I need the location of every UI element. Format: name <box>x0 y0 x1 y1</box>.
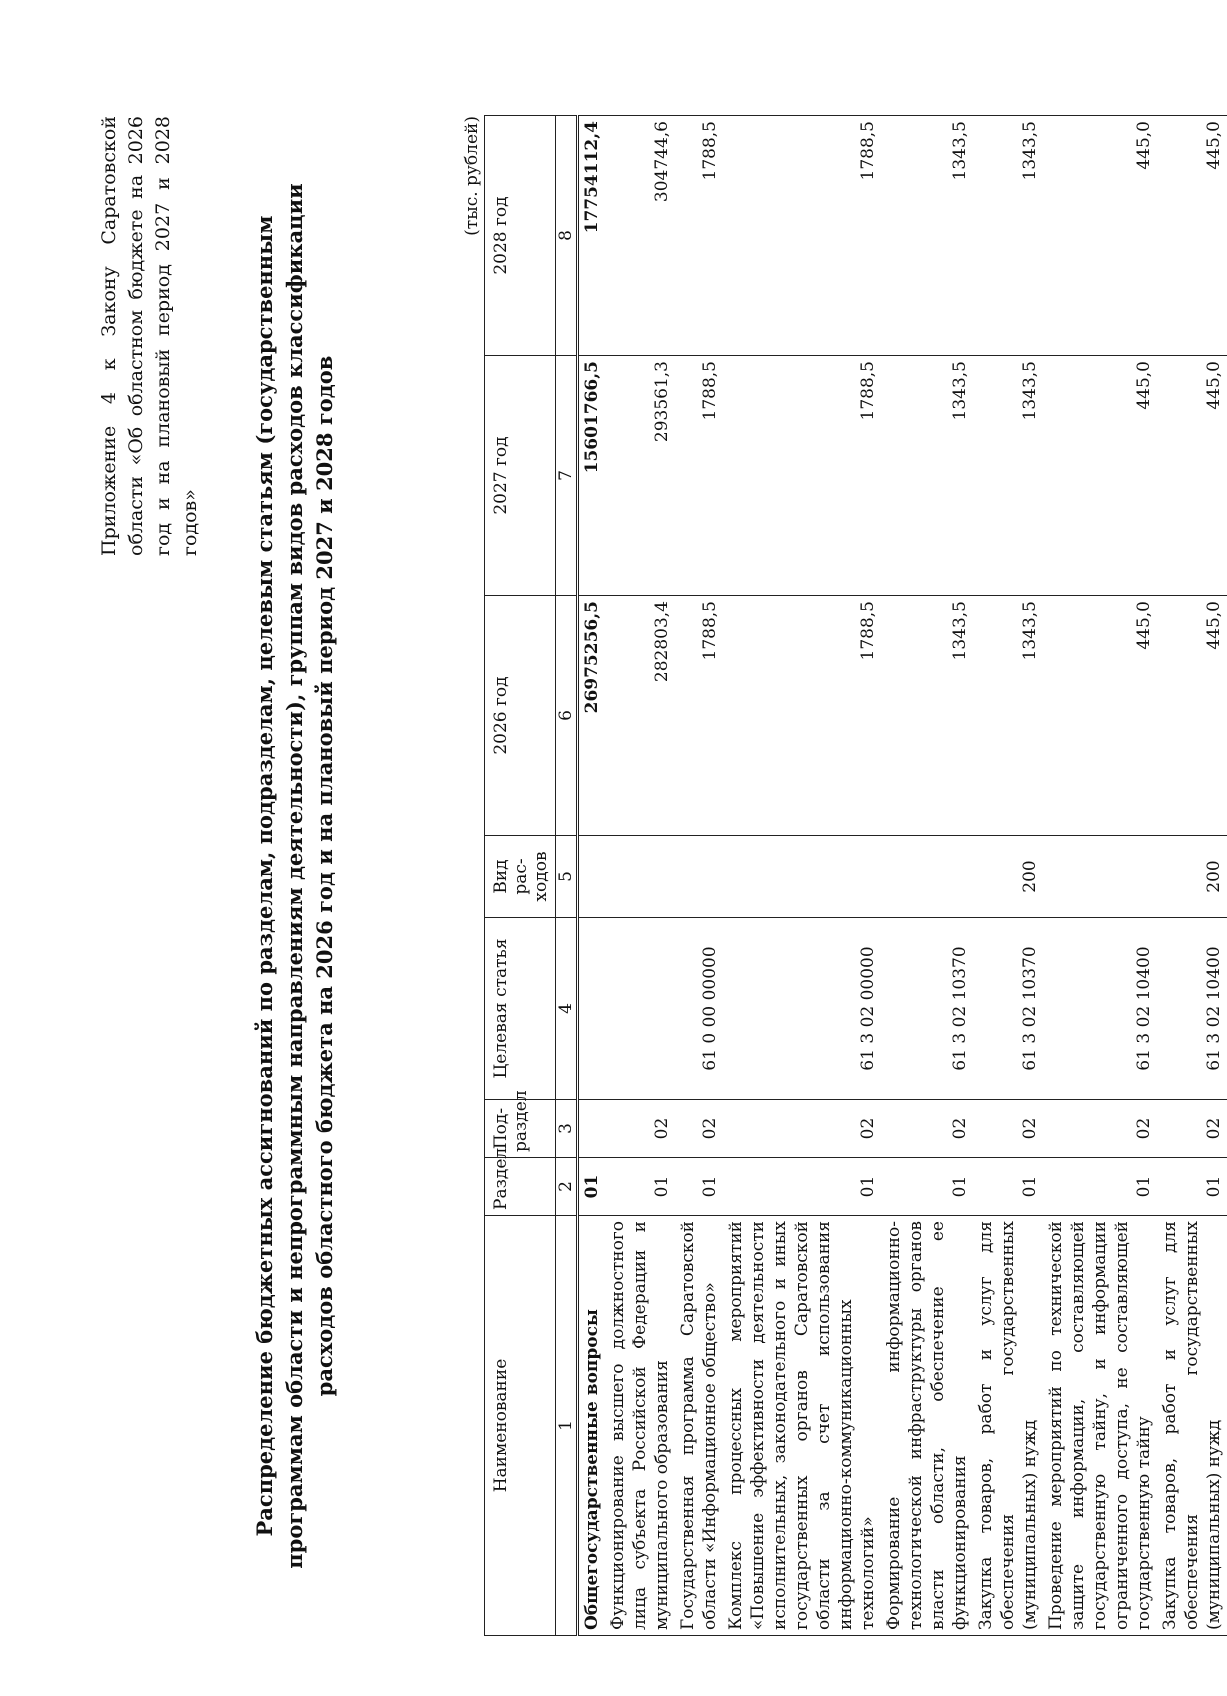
appendix-note: Приложение 4 к Закону Саратовской области «Об областном бюджете на 2026 год и на плановый период 2027 и 2028 годов» <box>98 116 201 556</box>
cell-target: 61 3 02 10370 <box>881 918 973 1100</box>
cell-subsection: 02 <box>881 1100 973 1158</box>
cell-2027: 1788,5 <box>675 356 723 596</box>
cell-2027: 293561,3 <box>605 356 675 596</box>
cell-name: Государственная программа Саратовской области «Информационное общество» <box>675 1216 723 1636</box>
cell-2027: 445,0 <box>1157 356 1227 596</box>
cell-type <box>578 836 606 918</box>
cell-subsection: 02 <box>675 1100 723 1158</box>
cell-type <box>605 836 675 918</box>
cell-2028: 1343,5 <box>881 116 973 356</box>
cell-type <box>723 836 881 918</box>
cell-2026: 282803,4 <box>605 596 675 836</box>
column-number: 1 <box>556 1216 578 1636</box>
cell-section: 01 <box>1043 1158 1157 1216</box>
cell-target: 61 3 02 10400 <box>1043 918 1157 1100</box>
header-expense-type: Вид рас-ходов <box>485 836 556 918</box>
cell-2028: 1788,5 <box>723 116 881 356</box>
cell-name: Формирование информационно-технологической инфраструктуры органов власти области, обеспечение ее функционирования <box>881 1216 973 1636</box>
cell-section: 01 <box>881 1158 973 1216</box>
cell-section: 01 <box>1157 1158 1227 1216</box>
column-number: 6 <box>556 596 578 836</box>
cell-2026: 1343,5 <box>881 596 973 836</box>
column-number: 2 <box>556 1158 578 1216</box>
units-label: (тыс. рублей) <box>462 116 482 236</box>
cell-2026: 1788,5 <box>675 596 723 836</box>
table-row <box>973 116 1043 1636</box>
cell-subsection: 02 <box>605 1100 675 1158</box>
table-row <box>605 116 675 1636</box>
table-row <box>578 116 606 1636</box>
cell-section: 01 <box>973 1158 1043 1216</box>
cell-2027: 1788,5 <box>723 356 881 596</box>
cell-2026: 26975256,5 <box>578 596 606 836</box>
cell-subsection: 02 <box>1157 1100 1227 1158</box>
cell-2028: 1788,5 <box>675 116 723 356</box>
cell-subsection <box>578 1100 606 1158</box>
table-row <box>1043 116 1157 1636</box>
header-subsection: Под-раздел <box>485 1100 556 1158</box>
table-row <box>881 116 973 1636</box>
cell-type <box>881 836 973 918</box>
header-2028: 2028 год <box>485 116 556 356</box>
cell-target: 61 0 00 00000 <box>675 918 723 1100</box>
cell-name: Закупка товаров, работ и услуг для обеспечения государственных (муниципальных) нужд <box>1157 1216 1227 1636</box>
table-header-row <box>485 116 556 1636</box>
header-2027: 2027 год <box>485 356 556 596</box>
column-number: 7 <box>556 356 578 596</box>
cell-2027: 1343,5 <box>881 356 973 596</box>
document-title: Распределение бюджетных ассигнований по разделам, подразделам, целевым статьям (государственным программам области и непрограммным направлениям деятельности), группам видов расходов классификации расходов областного бюджета на 2026 год и на плановый период 2027 и 2028 годов <box>252 183 337 1569</box>
table-row <box>675 116 723 1636</box>
cell-type: 200 <box>1157 836 1227 918</box>
column-number: 5 <box>556 836 578 918</box>
cell-target <box>605 918 675 1100</box>
cell-2026: 445,0 <box>1043 596 1157 836</box>
cell-subsection: 02 <box>1043 1100 1157 1158</box>
cell-name: Закупка товаров, работ и услуг для обеспечения государственных (муниципальных) нужд <box>973 1216 1043 1636</box>
cell-2028: 17754112,4 <box>578 116 606 356</box>
cell-2026: 1343,5 <box>973 596 1043 836</box>
column-number: 4 <box>556 918 578 1100</box>
budget-table <box>484 115 1227 1636</box>
cell-subsection: 02 <box>973 1100 1043 1158</box>
cell-subsection: 02 <box>723 1100 881 1158</box>
cell-target: 61 3 02 10370 <box>973 918 1043 1100</box>
cell-type <box>1043 836 1157 918</box>
cell-name: Комплекс процессных мероприятий «Повышение эффективности деятельности исполнительных, законодательного и иных государственных органов Саратовской области за счет использования информационно-коммуникационных технологий» <box>723 1216 881 1636</box>
cell-2026: 1788,5 <box>723 596 881 836</box>
cell-target: 61 3 02 10400 <box>1157 918 1227 1100</box>
cell-target <box>578 918 606 1100</box>
cell-target: 61 3 02 00000 <box>723 918 881 1100</box>
cell-2028: 445,0 <box>1043 116 1157 356</box>
cell-2028: 445,0 <box>1157 116 1227 356</box>
cell-type: 200 <box>973 836 1043 918</box>
cell-2027: 445,0 <box>1043 356 1157 596</box>
cell-2028: 304744,6 <box>605 116 675 356</box>
header-2026: 2026 год <box>485 596 556 836</box>
cell-2028: 1343,5 <box>973 116 1043 356</box>
cell-2027: 1343,5 <box>973 356 1043 596</box>
table-row <box>1157 116 1227 1636</box>
table-row <box>723 116 881 1636</box>
header-section: Раздел <box>485 1158 556 1216</box>
cell-section: 01 <box>723 1158 881 1216</box>
column-number-row <box>556 116 578 1636</box>
cell-2026: 445,0 <box>1157 596 1227 836</box>
cell-2027: 15601766,5 <box>578 356 606 596</box>
cell-name: Функционирование высшего должностного лица субъекта Российской Федерации и муниципального образования <box>605 1216 675 1636</box>
cell-name: Проведение мероприятий по технической защите информации, составляющей государственную тайну, и информации ограниченного доступа, не составляющей государственную тайну <box>1043 1216 1157 1636</box>
column-number: 3 <box>556 1100 578 1158</box>
cell-section: 01 <box>578 1158 606 1216</box>
header-target: Целевая статья <box>485 918 556 1100</box>
cell-section: 01 <box>605 1158 675 1216</box>
cell-section: 01 <box>675 1158 723 1216</box>
cell-type <box>675 836 723 918</box>
column-number: 8 <box>556 116 578 356</box>
header-name: Наименование <box>485 1216 556 1636</box>
cell-name: Общегосударственные вопросы <box>578 1216 606 1636</box>
